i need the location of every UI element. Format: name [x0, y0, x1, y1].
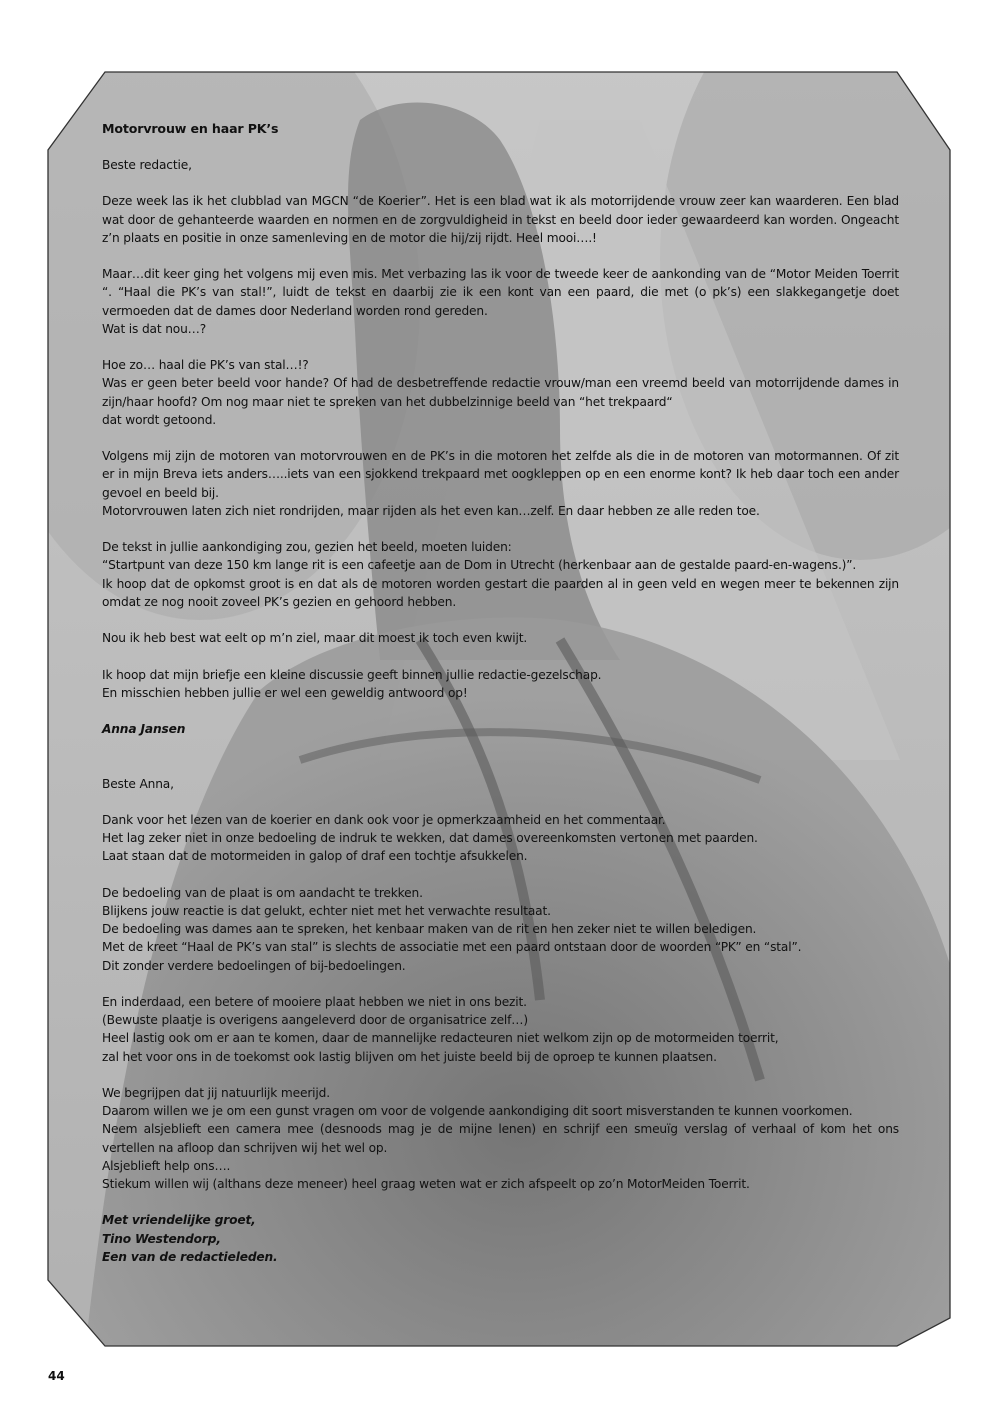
reply-paragraph	[102, 1084, 899, 1193]
letter-line: Ik hoop dat de opkomst groot is en dat als de motoren worden gestart die paarden al in geen veld en wegen meer te bekennen zijn omdat ze nog nooit zoveel PK’s gezien en gehoord hebben.	[102, 576, 899, 609]
reply-line: We begrijpen dat jij natuurlijk meerijd.	[102, 1085, 330, 1100]
letter-line: Maar…dit keer ging het volgens mij even mis. Met verbazing las ik voor de tweede keer de aankonding van de “Motor Meiden Toerrit “. “Haal die PK’s van stal!”, luidt de tekst en daarbij zie ik een kont van een paard, die met (o pk’s) een slakkegangetje doet vermoeden dat de dames door Nederland worden rond gereden.	[102, 267, 899, 318]
reply-paragraph	[102, 811, 899, 866]
letter-paragraph: Nou ik heb best wat eelt op m’n ziel, maar dit moest ik toch even kwijt.	[102, 631, 528, 646]
section-gap	[102, 757, 899, 775]
letter-line: En misschien hebben jullie er wel een geweldig antwoord op!	[102, 685, 468, 700]
article-title: Motorvrouw en haar PK’s	[102, 121, 279, 136]
reply-line: zal het voor ons in de toekomst ook lastig blijven om het juiste beeld bij de oproep te kunnen plaatsen.	[102, 1049, 717, 1064]
reply-line: Alsjeblieft help ons….	[102, 1158, 231, 1173]
letter-paragraph	[102, 666, 899, 702]
reply-line: (Bewuste plaatje is overigens aangeleverd door de organisatrice zelf…)	[102, 1013, 528, 1028]
article	[102, 120, 899, 1284]
reply-line: Stiekum willen wij (althans deze meneer) heel graag weten wat er zich afspeelt op zo’n MotorMeiden Toerrit.	[102, 1176, 750, 1191]
letter-paragraph	[102, 356, 899, 429]
letter-line: Hoe zo… haal die PK’s van stal…!?	[102, 358, 309, 373]
letter-paragraph	[102, 538, 899, 611]
letter-line: Ik hoop dat mijn briefje een kleine discussie geeft binnen jullie redactie-gezelschap.	[102, 667, 602, 682]
letter-paragraph: Deze week las ik het clubblad van MGCN “de Koerier”. Het is een blad wat ik als motorrijdende vrouw zeer kan waarderen. Een blad wat door de gehanteerde waarden en normen en de zorgvuldigheid in tekst en beeld door ieder gewaardeerd kan worden. Ongeacht z’n plaats en positie in onze samenleving en de motor die hij/zij rijdt. Heel mooi….!	[102, 194, 899, 245]
letter-line: De tekst in jullie aankondiging zou, gezien het beeld, moeten luiden:	[102, 540, 512, 555]
reply-line: Dank voor het lezen van de koerier en dank ook voor je opmerkzaamheid en het commentaar.	[102, 812, 666, 827]
letter-line: Motorvrouwen laten zich niet rondrijden, maar rijden als het even kan…zelf. En daar hebben ze alle reden toe.	[102, 503, 760, 518]
reply-line: Heel lastig ook om er aan te komen, daar de mannelijke redacteuren niet welkom zijn op de motormeiden toerrit,	[102, 1031, 779, 1046]
reply-salutation: Beste Anna,	[102, 776, 174, 791]
letter-line: Volgens mij zijn de motoren van motorvrouwen en de PK’s in die motoren het zelfde als die in de motoren van motormannen. Of zit er in mijn Breva iets anders…..iets van een sjokkend trekpaard met oogkleppen op en een enorme kont? Ik heb daar toch een ander gevoel en beeld bij.	[102, 449, 899, 500]
letter-paragraph	[102, 265, 899, 338]
reply-line: De bedoeling van de plaat is om aandacht te trekken.	[102, 885, 423, 900]
letter-salutation: Beste redactie,	[102, 158, 192, 172]
reply-closing	[102, 1211, 899, 1266]
letter-signature: Anna Jansen	[102, 722, 186, 737]
reply-paragraph	[102, 884, 899, 975]
reply-line: Met de kreet “Haal de PK’s van stal” is slechts de associatie met een paard ontstaan door de woorden “PK” en “stal”.	[102, 940, 802, 955]
reply-line: De bedoeling was dames aan te spreken, het kenbaar maken van de rit en hen zeker niet te willen beledigen.	[102, 922, 757, 937]
page-number: 44	[48, 1369, 65, 1383]
reply-line: Neem alsjeblieft een camera mee (desnoods mag je de mijne lenen) en schrijf een smeuïg verslag of verhaal of kom het ons vertellen na afloop dan schrijven wij het wel op.	[102, 1122, 899, 1155]
reply-line: Laat staan dat de motormeiden in galop of draf een tochtje afsukkelen.	[102, 849, 528, 864]
reply-closing-line: Een van de redactieleden.	[102, 1249, 278, 1264]
reply-line: En inderdaad, een betere of mooiere plaat hebben we niet in ons bezit.	[102, 994, 527, 1009]
letter-line: dat wordt getoond.	[102, 412, 217, 427]
letter-line: Was er geen beter beeld voor hande? Of had de desbetreffende redactie vrouw/man een vreemd beeld van motorrijdende dames in zijn/haar hoofd? Om nog maar niet te spreken van het dubbelzinnige beeld van “het trekpaard“	[102, 376, 899, 409]
reply-line: Dit zonder verdere bedoelingen of bij-bedoelingen.	[102, 958, 406, 973]
reply-line: Daarom willen we je om een gunst vragen om voor de volgende aankondiging dit soort misverstanden te kunnen voorkomen.	[102, 1104, 853, 1119]
reply-closing-line: Tino Westendorp,	[102, 1231, 221, 1246]
reply-closing-line: Met vriendelijke groet,	[102, 1213, 256, 1228]
reply-paragraph	[102, 993, 899, 1066]
letter-line: “Startpunt van deze 150 km lange rit is een cafeetje aan de Dom in Utrecht (herkenbaar aan de gestalde paard-en-wagens.)”.	[102, 558, 857, 573]
letter-line: Wat is dat nou…?	[102, 321, 207, 336]
reply-line: Het lag zeker niet in onze bedoeling de indruk te wekken, dat dames overeenkomsten vertonen met paarden.	[102, 831, 758, 846]
letter-paragraph	[102, 447, 899, 520]
reply-line: Blijkens jouw reactie is dat gelukt, echter niet met het verwachte resultaat.	[102, 903, 551, 918]
